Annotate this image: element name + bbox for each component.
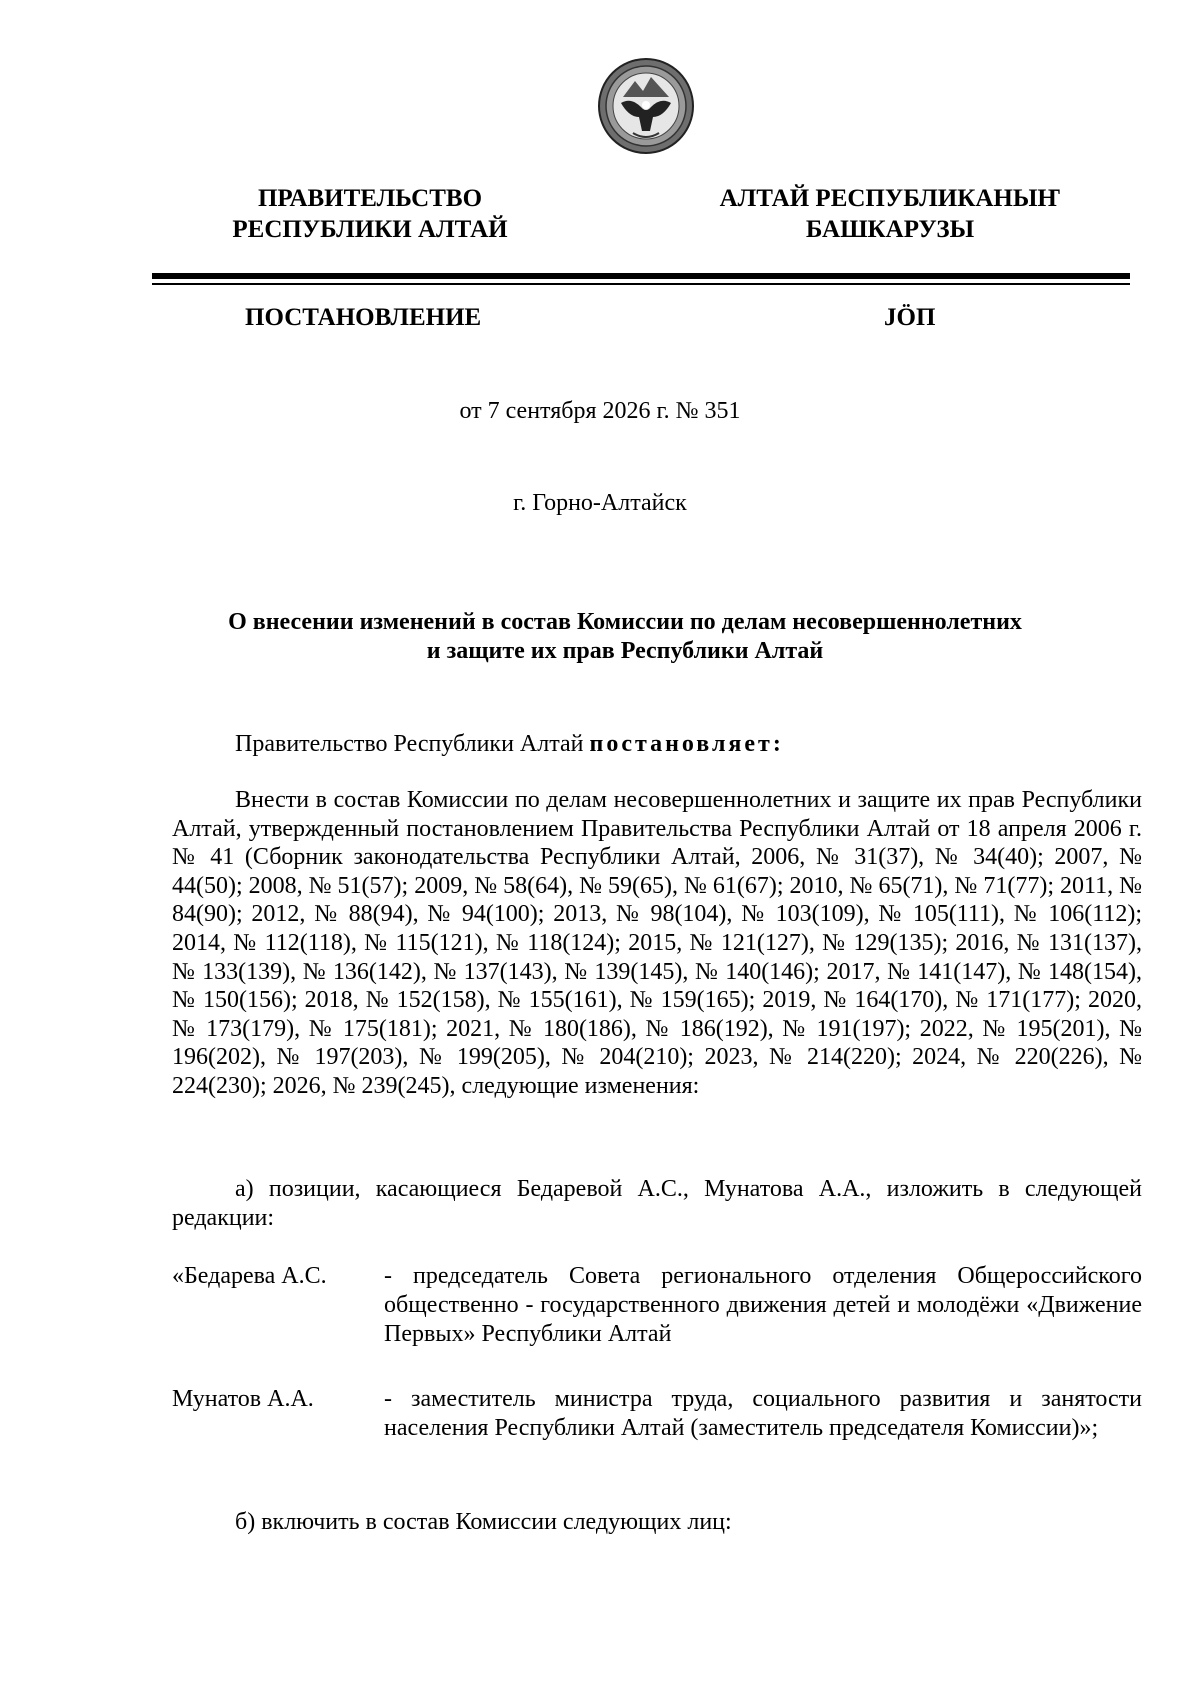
date-number: от 7 сентября 2026 г. № 351 bbox=[459, 398, 741, 424]
person-desc-1: - председатель Совета регионального отделения Общероссийского общественно - государственного движения детей и молодёжи «Движение Первых» Республики Алтай bbox=[384, 1263, 1142, 1347]
header-right-line2: БАШКАРУЗЫ bbox=[805, 216, 975, 243]
coat-of-arms-emblem bbox=[597, 57, 695, 155]
doc-type-left: ПОСТАНОВЛЕНИЕ bbox=[245, 304, 482, 331]
resolves-line bbox=[172, 730, 1142, 759]
header-divider-thick bbox=[152, 273, 1130, 279]
document-title bbox=[170, 608, 1080, 666]
header-left bbox=[200, 183, 540, 245]
header-left-line2: РЕСПУБЛИКИ АЛТАЙ bbox=[232, 216, 508, 243]
header-left-line1: ПРАВИТЕЛЬСТВО bbox=[257, 185, 483, 212]
doc-type-right: ЈӦП bbox=[884, 304, 936, 331]
person-name-1: «Бедарева А.С. bbox=[172, 1263, 327, 1289]
resolves-prefix: Правительство Республики Алтай bbox=[235, 731, 584, 757]
city: г. Горно-Алтайск bbox=[513, 490, 687, 516]
title-line1: О внесении изменений в состав Комиссии по делам несовершеннолетних bbox=[228, 609, 1022, 635]
header-right-line1: АЛТАЙ РЕСПУБЛИКАНЫҤ bbox=[719, 185, 1061, 212]
header-divider-thin bbox=[152, 283, 1130, 285]
item-a: а) позиции, касающиеся Бедаревой А.С., Мунатова А.А., изложить в следующей редакции: bbox=[172, 1176, 1142, 1231]
person-name-2: Мунатов А.А. bbox=[172, 1386, 314, 1412]
person-desc-2: - заместитель министра труда, социального развития и занятости населения Республики Алтай (заместитель председателя Комиссии)»; bbox=[384, 1386, 1142, 1441]
resolves-keyword: постановляет: bbox=[589, 731, 784, 757]
title-line2: и защите их прав Республики Алтай bbox=[426, 638, 824, 664]
main-paragraph: Внести в состав Комиссии по делам несовершеннолетних и защите их прав Республики Алтай, утвержденный постановлением Правительства Республики Алтай от 18 апреля 2006 г. № 41 (Сборник законодательства Республики Алтай, 2006, № 31(37), № 34(40); 2007, № 44(50); 2008, № 51(57); 2009, № 58(64), № 59(65), № 61(67); 2010, № 65(71), № 71(77); 2011, № 84(90); 2012, № 88(94), № 94(100); 2013, № 98(104), № 103(109), № 105(111), № 106(112); 2014, № 112(118), № 115(121), № 118(124); 2015, № 121(127), № 129(135); 2016, № 131(137), № 133(139), № 136(142), № 137(143), № 139(145), № 140(146); 2017, № 141(147), № 148(154), № 150(156); 2018, № 152(158), № 155(161), № 159(165); 2019, № 164(170), № 171(177); 2020, № 173(179), № 175(181); 2021, № 180(186), № 186(192), № 191(197); 2022, № 195(201), № 196(202), № 197(203), № 199(205), № 204(210); 2023, № 214(220); 2024, № 220(226), № 224(230); 2026, № 239(245), следующие изменения: bbox=[172, 787, 1142, 1099]
header-right bbox=[695, 183, 1085, 245]
item-b: б) включить в состав Комиссии следующих лиц: bbox=[235, 1509, 732, 1535]
